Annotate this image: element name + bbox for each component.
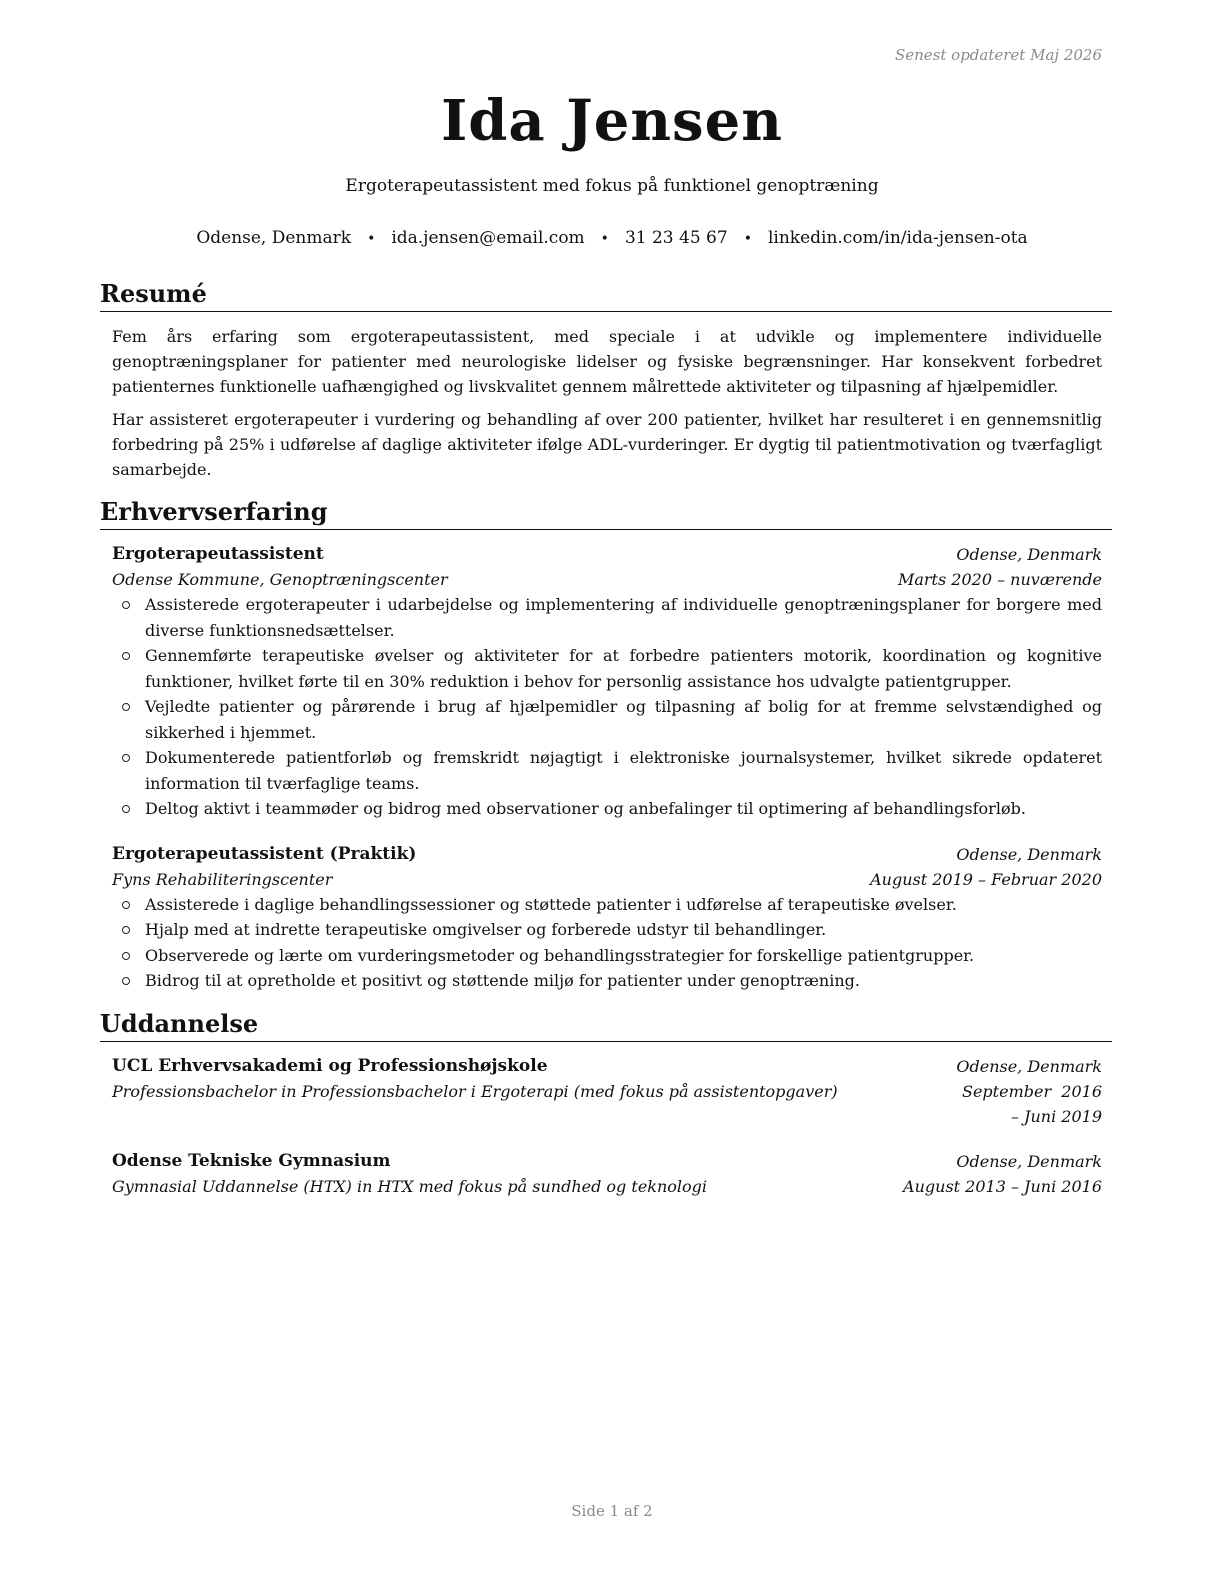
- summary-paragraph: Har assisteret ergoterapeuter i vurdering og behandling af over 200 patienter, hvilket har resulteret i en gennemsnitlig forbedring på 25% i udførelse af daglige aktiviteter ifølge ADL-vurderinger. Er dygtig til patientmotivation og tværfagligt samarbejde.: [112, 410, 1102, 479]
- school-dates: September 2016 – Juni 2019: [962, 1081, 1102, 1126]
- page-number: Side 1 af 2: [571, 1502, 653, 1520]
- education-entry: [112, 1149, 1102, 1199]
- job-dates: Marts 2020 – nuværende: [897, 570, 1102, 589]
- section-title-summary: Resumé: [100, 278, 1112, 312]
- school-degree: Professionsbachelor in Professionsbachelor i Ergoterapi (med fokus på assistentopgaver): [112, 1081, 838, 1101]
- bullet-icon: [122, 977, 130, 985]
- bullet-icon: [122, 952, 130, 960]
- summary-paragraph: Fem års erfaring som ergoterapeutassistent, med speciale i at udvikle og implementere individuelle genoptræningsplaner for patienter med neurologiske lidelser og fysiske begrænsninger. Har konsekvent forbedret patienternes funktionelle uafhængighed og livskvalitet gennem målrettede aktiviteter og tilpasning af hjælpemidler.: [112, 327, 1102, 396]
- bullet-icon: [122, 805, 130, 813]
- list-item: Dokumenterede patientforløb og fremskridt nøjagtigt i elektroniske journalsystemer, hvilket sikrede opdateret information til tværfaglige teams.: [112, 745, 1102, 796]
- list-item: Deltog aktivt i teammøder og bidrog med observationer og anbefalinger til optimering af behandlingsforløb.: [112, 796, 1102, 822]
- job-dates: August 2019 – Februar 2020: [870, 869, 1102, 889]
- headline: Ergoterapeutassistent med fokus på funktionel genoptræning: [345, 176, 879, 196]
- job-role: Ergoterapeutassistent: [112, 544, 324, 564]
- education-entry: [112, 1054, 1102, 1129]
- job-location: Odense, Denmark: [956, 545, 1102, 564]
- job-location: Odense, Denmark: [956, 844, 1102, 864]
- job-entry: [112, 542, 1102, 822]
- section-title-education: Uddannelse: [100, 1008, 1112, 1042]
- contact-location: Odense, Denmark: [196, 228, 352, 248]
- list-item: Vejledte patienter og pårørende i brug af hjælpemidler og tilpasning af bolig for at fremme selvstændighed og sikkerhed i hjemmet.: [112, 694, 1102, 745]
- school-name: Odense Tekniske Gymnasium: [112, 1150, 391, 1171]
- list-item: Assisterede ergoterapeuter i udarbejdelse og implementering af individuelle genoptræningsplaner for borgere med diverse funktionsnedsættelser.: [112, 592, 1102, 643]
- list-item: Bidrog til at opretholde et positivt og støttende miljø for patienter under genoptræning.: [112, 968, 1102, 994]
- bullet-icon: [122, 926, 130, 934]
- separator: •: [743, 231, 752, 247]
- school-location: Odense, Denmark: [956, 1056, 1102, 1076]
- list-item: Assisterede i daglige behandlingssessioner og støttede patienter i udførelse af terapeutiske øvelser.: [112, 892, 1102, 918]
- bullet-icon: [122, 703, 130, 711]
- school-degree: Gymnasial Uddannelse (HTX) in HTX med fokus på sundhed og teknologi: [112, 1176, 708, 1196]
- school-location: Odense, Denmark: [956, 1151, 1102, 1171]
- contact-linkedin[interactable]: linkedin.com/in/ida-jensen-ota: [767, 228, 1028, 248]
- list-item: Observerede og lærte om vurderingsmetoder og behandlingsstrategier for forskellige patientgrupper.: [112, 943, 1102, 969]
- list-item: Hjalp med at indrette terapeutiske omgivelser og forberede udstyr til behandlinger.: [112, 917, 1102, 943]
- last-updated: Senest opdateret Maj 2026: [894, 46, 1102, 64]
- section-title-experience: Erhvervserfaring: [100, 496, 1112, 530]
- bullet-icon: [122, 652, 130, 660]
- bullet-icon: [122, 601, 130, 609]
- school-dates: August 2013 – Juni 2016: [903, 1176, 1102, 1196]
- contact-email[interactable]: ida.jensen@email.com: [391, 228, 585, 248]
- contact-line: [0, 228, 1224, 248]
- separator: •: [367, 231, 376, 247]
- separator: •: [600, 231, 609, 247]
- school-name: UCL Erhvervsakademi og Professionshøjskole: [112, 1055, 548, 1076]
- candidate-name: Ida Jensen: [441, 88, 783, 154]
- job-bullets: [112, 892, 1102, 994]
- contact-phone: 31 23 45 67: [624, 228, 728, 248]
- job-role: Ergoterapeutassistent (Praktik): [112, 843, 417, 864]
- bullet-icon: [122, 754, 130, 762]
- job-entry: [112, 842, 1102, 994]
- bullet-icon: [122, 901, 130, 909]
- job-organization: Odense Kommune, Genoptræningscenter: [112, 570, 448, 589]
- job-bullets: [112, 592, 1102, 822]
- list-item: Gennemførte terapeutiske øvelser og aktiviteter for at forbedre patienters motorik, koordination og kognitive funktioner, hvilket førte til en 30% reduktion i behov for personlig assistance hos udvalgte patientgrupper.: [112, 643, 1102, 694]
- resume-body: [100, 278, 1112, 1199]
- job-organization: Fyns Rehabiliteringscenter: [112, 869, 333, 889]
